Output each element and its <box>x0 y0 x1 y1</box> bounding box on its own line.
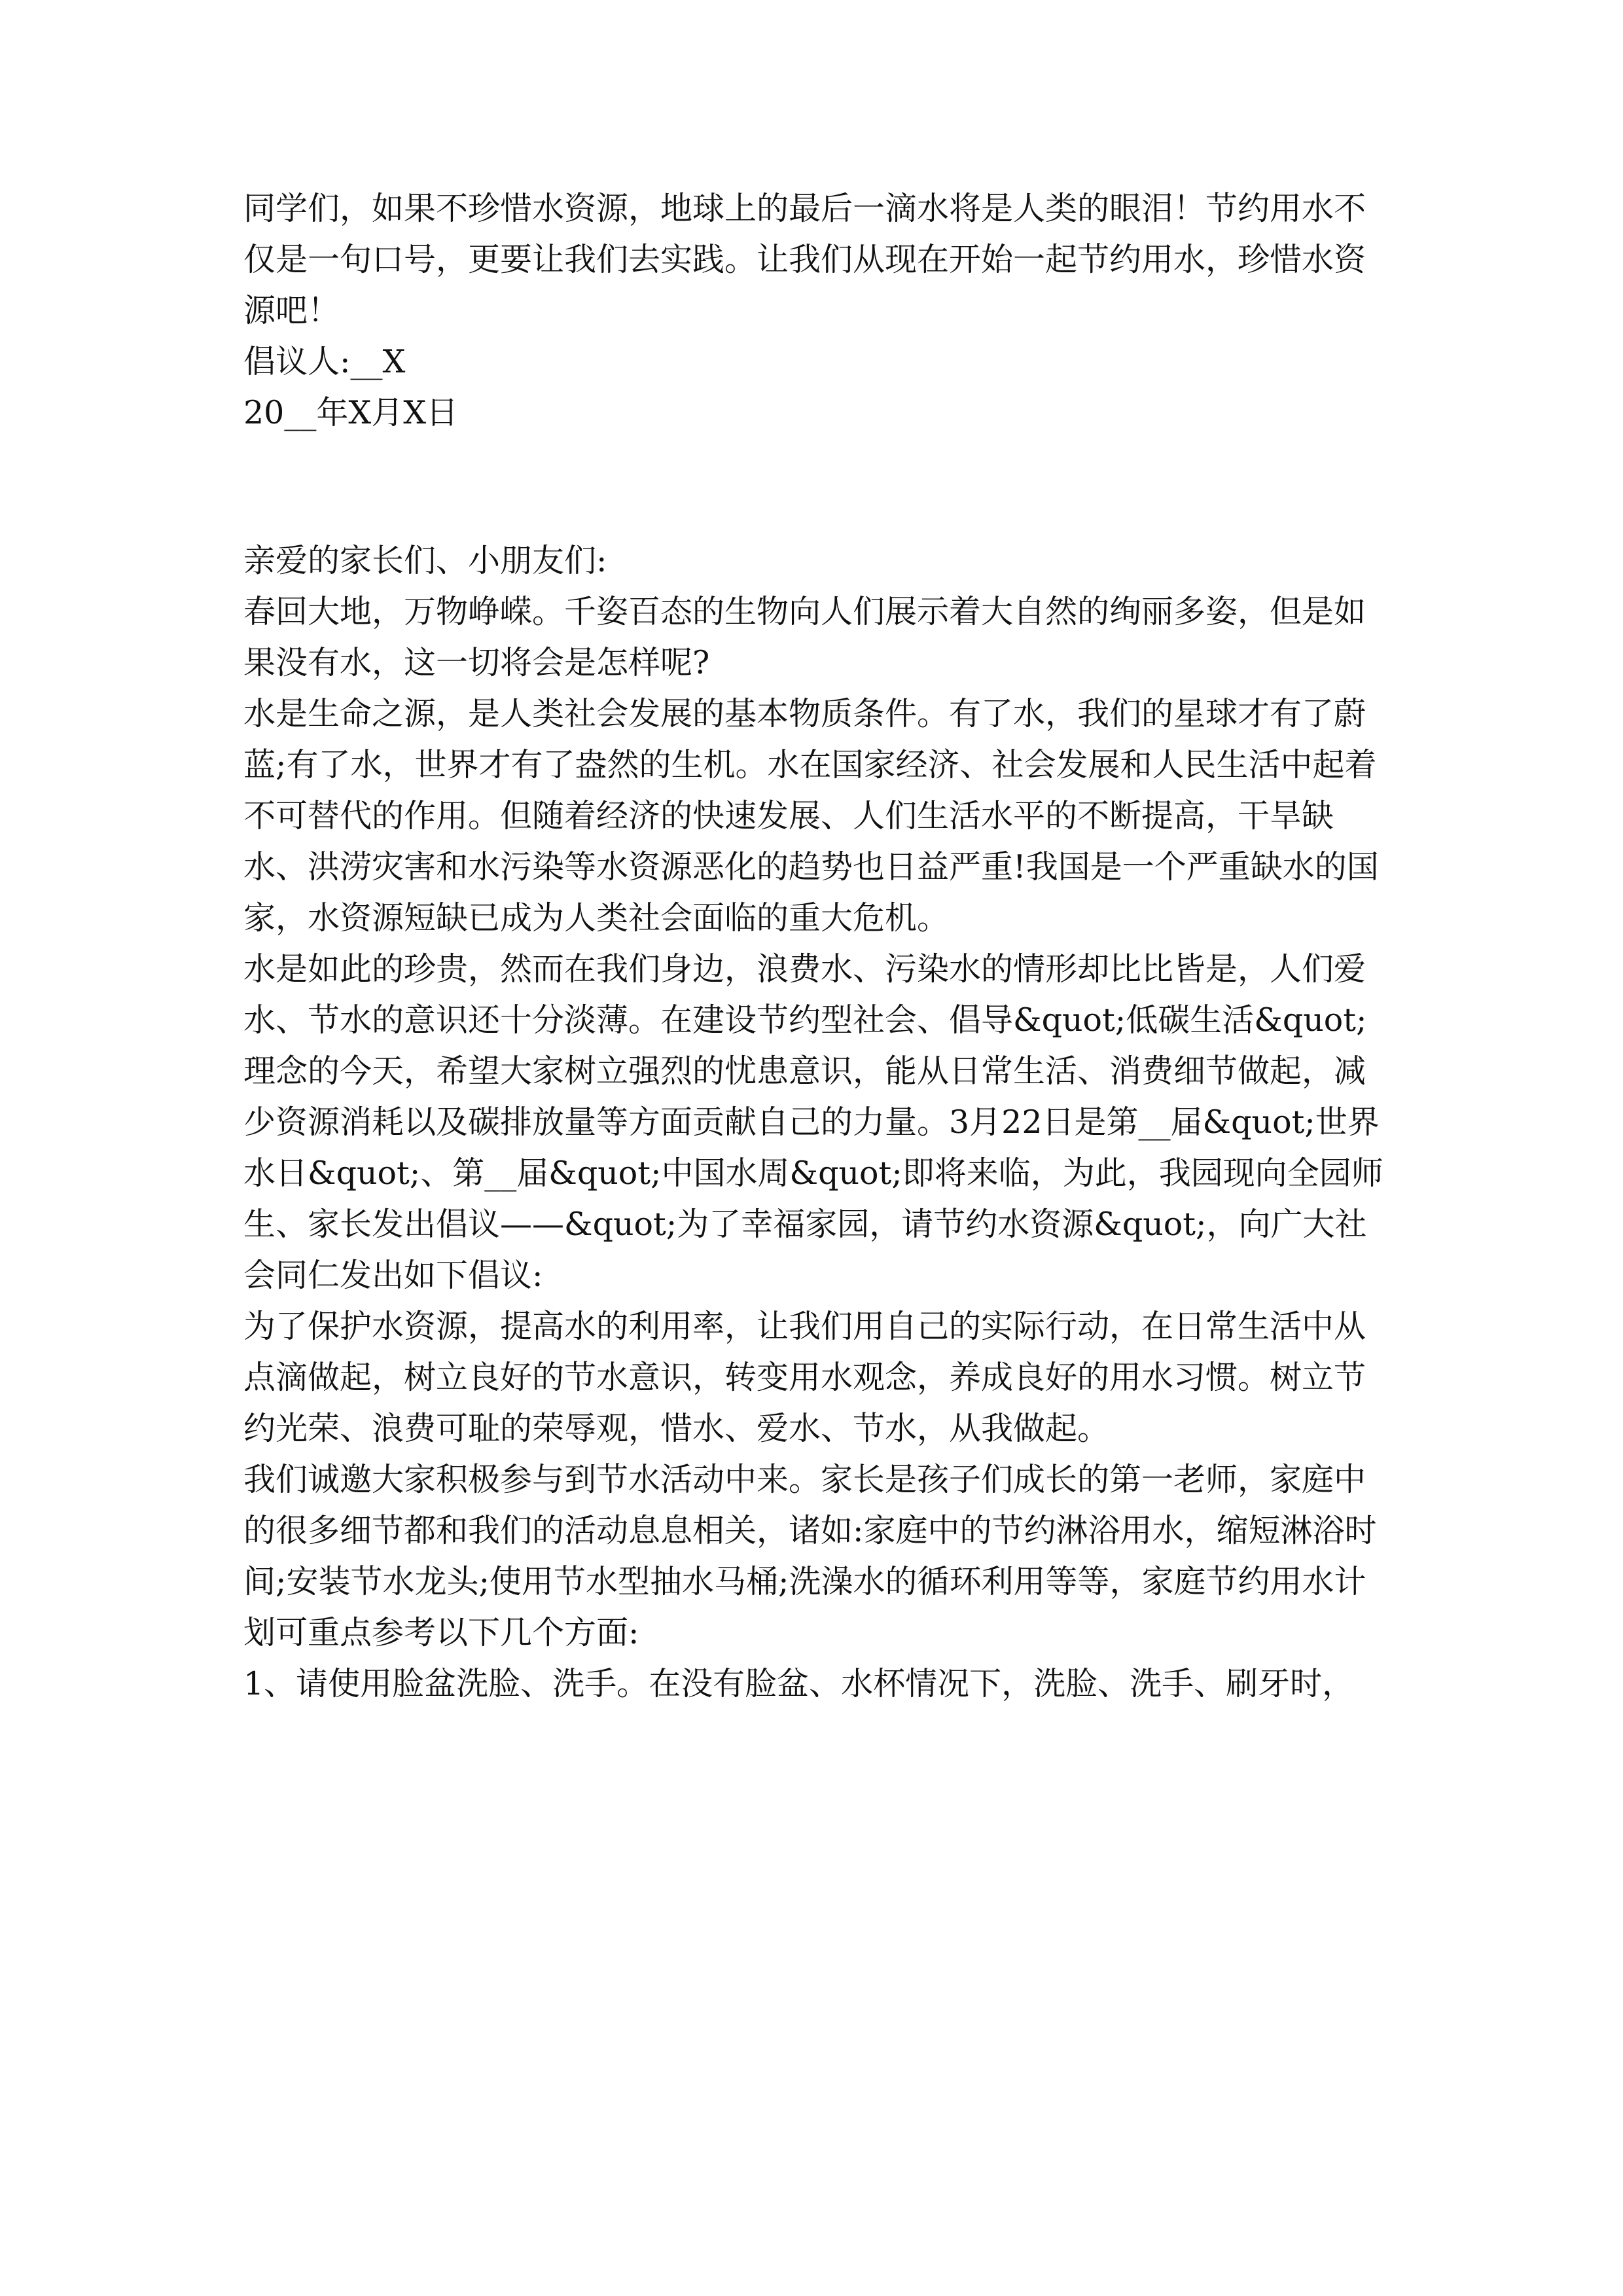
paragraph-water-source: 水是生命之源，是人类社会发展的基本物质条件。有了水，我们的星球才有了蔚蓝;有了水，世界才有了盎然的生机。水在国家经济、社会发展和人民生活中起着不可替代的作用。但随着经济的快速发展、人们生活水平的不断提高，干旱缺水、洪涝灾害和水污染等水资源恶化的趋势也日益严重!我国是一个严重缺水的国家，水资源短缺已成为人类社会面临的重大危机。 <box>243 695 1379 937</box>
paragraph-protect-water: 为了保护水资源，提高水的利用率，让我们用自己的实际行动，在日常生活中从点滴做起，树立良好的节水意识，转变用水观念，养成良好的用水习惯。树立节约光荣、浪费可耻的荣辱观，惜水、爱水、节水，从我做起。 <box>243 1308 1366 1447</box>
paragraph-water-precious: 水是如此的珍贵，然而在我们身边，浪费水、污染水的情形却比比皆是，人们爱水、节水的意识还十分淡薄。在建设节约型社会、倡导&quot;低碳生活&quot;理念的今天，希望大家树立强烈的忧患意识，能从日常生活、消费细节做起，减少资源消耗以及碳排放量等方面贡献自己的力量。3月22日是第__届&quot;世界水日&quot;、第__届&quot;中国水周&quot;即将来临，为此，我园现向全园师生、家长发出倡议——&quot;为了幸福家园，请节约水资源&quot;，向广大社会同仁发出如下倡议: <box>243 950 1383 1294</box>
document-body <box>243 183 1395 1710</box>
section-gap <box>243 439 1395 535</box>
paragraph-spring: 春回大地，万物峥嵘。千姿百态的生物向人们展示着大自然的绚丽多姿，但是如果没有水，这一切将会是怎样呢? <box>243 593 1366 681</box>
signer-line: 倡议人:__X <box>243 343 406 380</box>
salutation: 亲爱的家长们、小朋友们: <box>243 542 607 579</box>
closing-paragraph: 同学们，如果不珍惜水资源，地球上的最后一滴水将是人类的眼泪！节约用水不仅是一句口号，更要让我们去实践。让我们从现在开始一起节约用水，珍惜水资源吧！ <box>243 190 1366 329</box>
date-line: 20__年X月X日 <box>243 394 459 431</box>
list-item-1: 1、请使用脸盆洗脸、洗手。在没有脸盆、水杯情况下，洗脸、洗手、刷牙时， <box>243 1665 1355 1702</box>
paragraph-invitation: 我们诚邀大家积极参与到节水活动中来。家长是孩子们成长的第一老师，家庭中的很多细节都和我们的活动息息相关，诸如:家庭中的节约淋浴用水，缩短淋浴时间;安装节水龙头;使用节水型抽水马桶;洗澡水的循环利用等等，家庭节约用水计划可重点参考以下几个方面: <box>243 1461 1377 1651</box>
